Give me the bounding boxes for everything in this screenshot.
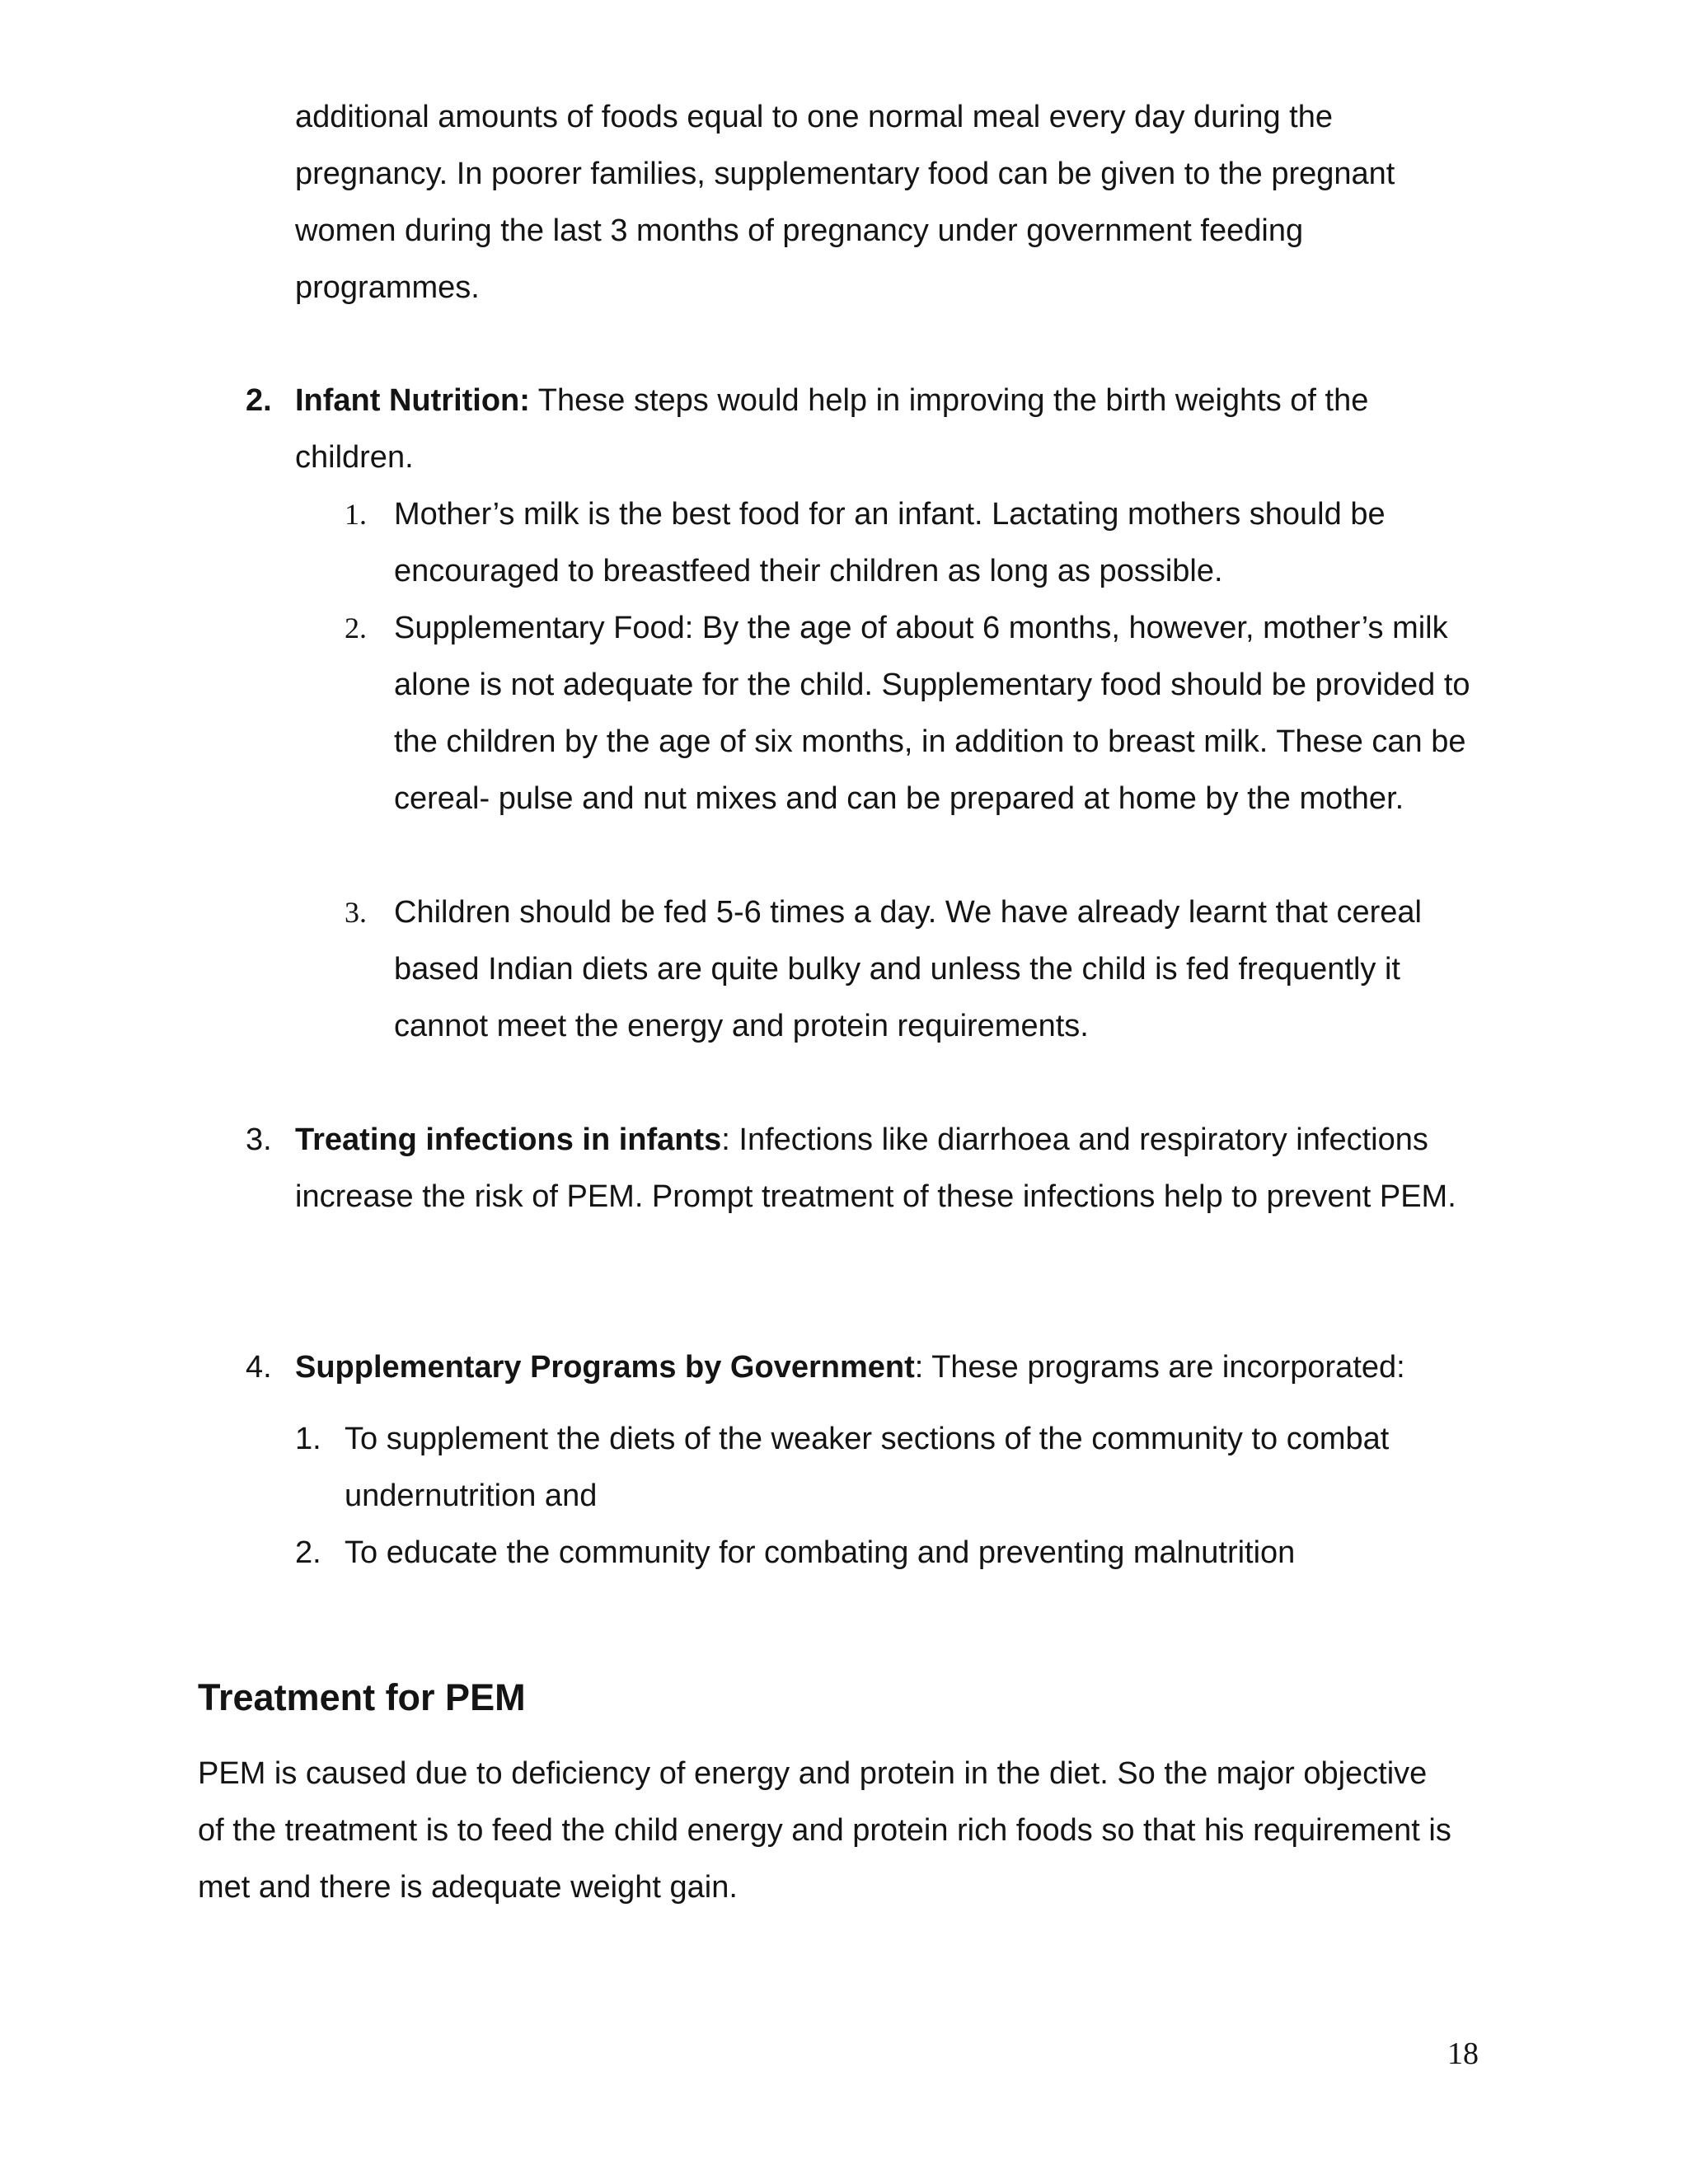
list-item-text: : These programs are incorporated:	[914, 1350, 1405, 1385]
sublist-item: Children should be fed 5-6 times a day. We have already learnt that cereal based Indian diets are quite bulky and unless the child is fed frequently it cannot meet the energy and protein requirements.	[394, 895, 1422, 1043]
sublist-item-number: 2.	[345, 612, 367, 644]
sublist-item: To supplement the diets of the weaker sections of the community to combat undernutrition and	[345, 1422, 1390, 1513]
list-item-title: Supplementary Programs by Government	[295, 1350, 915, 1385]
sublist-item-number: 3.	[345, 896, 367, 929]
list-item-text: These steps would help in improving the birth weights of the children.	[295, 383, 1369, 475]
list-item-treating-infections	[295, 1112, 1482, 1226]
continued-paragraph: additional amounts of foods equal to one normal meal every day during the pregnancy. In poorer families, supplementary food can be given to the pregnant women during the last 3 months of pregnancy under government feeding programmes.	[295, 100, 1395, 305]
list-item-infant-nutrition	[295, 373, 1482, 486]
list-item-title: Infant Nutrition:	[295, 383, 530, 418]
sublist-item: Supplementary Food: By the age of about 6 months, however, mother’s milk alone is not adequate for the child. Supplementary food should be provided to the children by the age of six months, in addition to breast milk. These can be cereal- pulse and nut mixes and can be prepared at home by the mother.	[394, 611, 1470, 816]
list-item-supplementary-programs	[295, 1339, 1498, 1396]
list-item-number: 3.	[246, 1122, 272, 1157]
sublist-item-number: 1.	[295, 1422, 321, 1456]
list-item-number: 4.	[246, 1350, 272, 1385]
sublist-item-number: 1.	[345, 498, 367, 531]
list-item-number: 2.	[246, 383, 272, 418]
list-item-title: Treating infections in infants	[295, 1122, 722, 1157]
sublist-item: To educate the community for combating and preventing malnutrition	[345, 1535, 1296, 1570]
sublist-item: Mother’s milk is the best food for an infant. Lactating mothers should be encouraged to breastfeed their children as long as possible.	[394, 497, 1386, 588]
section-paragraph: PEM is caused due to deficiency of energy and protein in the diet. So the major objective of the treatment is to feed the child energy and protein rich foods so that his requirement is met and there is adequate weight gain.	[198, 1756, 1451, 1905]
list-item-text: : Infections like diarrhoea and respiratory infections increase the risk of PEM. Prompt treatment of these infections help to prevent PEM.	[295, 1122, 1456, 1214]
sublist-item-number: 2.	[295, 1535, 321, 1570]
section-heading: Treatment for PEM	[198, 1676, 526, 1718]
page-number: 18	[1447, 2036, 1479, 2071]
